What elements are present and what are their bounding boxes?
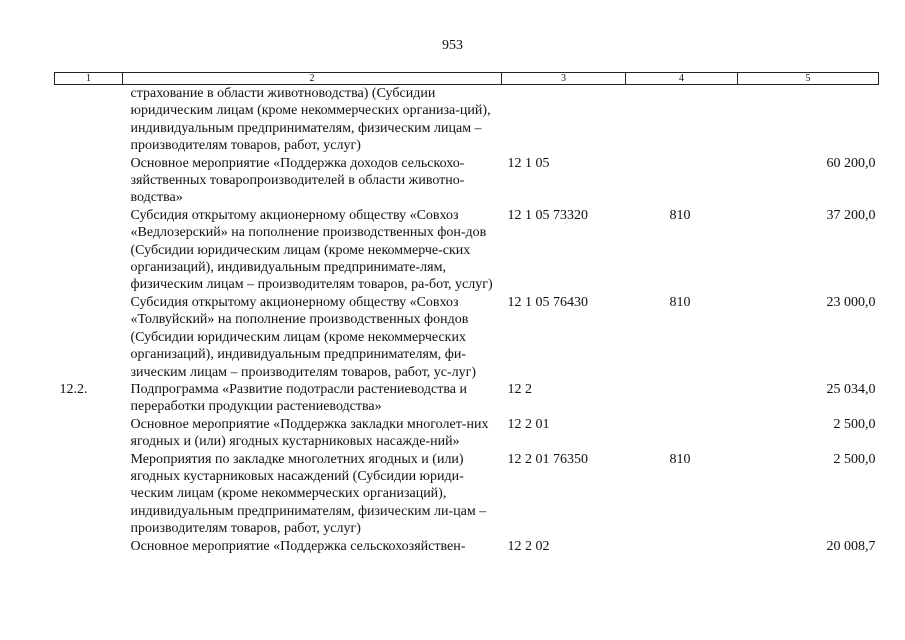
header-row [55,73,879,85]
row-code: 12 2 01 [507,416,550,432]
table-row [55,294,879,381]
row-name: Основное мероприятие «Поддержка закладки многолет-них ягодных и (или) ягодных кустарниковых насажде-ний» [130,416,489,450]
row-code: 12 2 02 [507,538,550,554]
column-header-2: 2 [123,73,502,85]
row-name: Субсидия открытому акционерному обществу «Совхоз «Толвуйский» на пополнение производственных фондов (Субсидии юридическим лицам (кроме некоммерческих организаций), индивидуальным предпринимателям, фи-зическим лицам – производителям товаров, работ, ус-луг) [130,294,477,380]
row-expense-type [626,416,738,451]
row-amount: 2 500,0 [833,451,876,467]
column-header-3: 3 [502,73,626,85]
row-amount: 25 034,0 [826,381,876,397]
row-expense-type: 810 [669,207,691,223]
table-header [55,73,879,85]
row-number [55,416,123,451]
table-row [55,538,879,555]
budget-table [54,72,879,555]
row-expense-type [626,155,738,207]
row-number [55,85,123,155]
row-number [55,294,123,381]
row-expense-type [626,381,738,416]
table-body [55,85,879,555]
row-amount: 37 200,0 [826,207,876,223]
table-row [55,85,879,155]
row-code: 12 1 05 73320 [507,207,588,223]
column-header-5: 5 [738,73,879,85]
row-code: 12 1 05 [507,155,550,171]
row-expense-type: 810 [669,294,691,310]
row-number: 12.2. [59,381,88,397]
row-name: Подпрограмма «Развитие подотрасли растениеводства и переработки продукции растениеводства» [130,381,467,415]
page-number: 953 [442,38,463,53]
column-header-4: 4 [626,73,738,85]
row-number [55,538,123,555]
table-row [55,381,879,416]
table-row [55,207,879,294]
row-name: страхование в области животноводства) (Субсидии юридическим лицам (кроме некоммерческих организа-ций), индивидуальным предпринимателям, физическим лицам – производителям товаров, работ, услуг) [130,86,491,154]
table-row [55,416,879,451]
row-amount: 60 200,0 [826,155,876,171]
column-header-1: 1 [55,73,123,85]
row-number [55,207,123,294]
row-code: 12 2 [507,381,532,397]
row-amount: 2 500,0 [833,416,876,432]
row-expense-type: 810 [669,451,691,467]
row-code: 12 1 05 76430 [507,294,588,310]
row-expense-type [626,85,738,155]
row-expense-type [626,538,738,555]
table-row [55,451,879,538]
row-name: Мероприятия по закладке многолетних ягодных и (или) ягодных кустарниковых насаждений (Субсидии юриди-ческим лицам (кроме некоммерческих организаций), индивидуальным предпринимателям, физическим ли-цам – производителям товаров, работ, услуг) [130,451,487,537]
row-amount [738,85,879,155]
row-name: Основное мероприятие «Поддержка доходов сельскохо-зяйственных товаропроизводителей в области животно-водства» [130,155,465,206]
row-amount: 23 000,0 [826,294,876,310]
table-row [55,155,879,207]
row-code [502,85,626,155]
row-number [55,155,123,207]
row-name: Субсидия открытому акционерному обществу «Совхоз «Ведлозерский» на пополнение производственных фон-дов (Субсидии юридическим лицам (кроме некоммерче-ских организаций), индивидуальным предпринимате-лям, физическим лицам – производителям товаров, ра-бот, услуг) [130,207,493,293]
row-name: Основное мероприятие «Поддержка сельскохозяйствен- [130,538,466,554]
row-amount: 20 008,7 [826,538,876,554]
row-code: 12 2 01 76350 [507,451,588,467]
row-number [55,451,123,538]
